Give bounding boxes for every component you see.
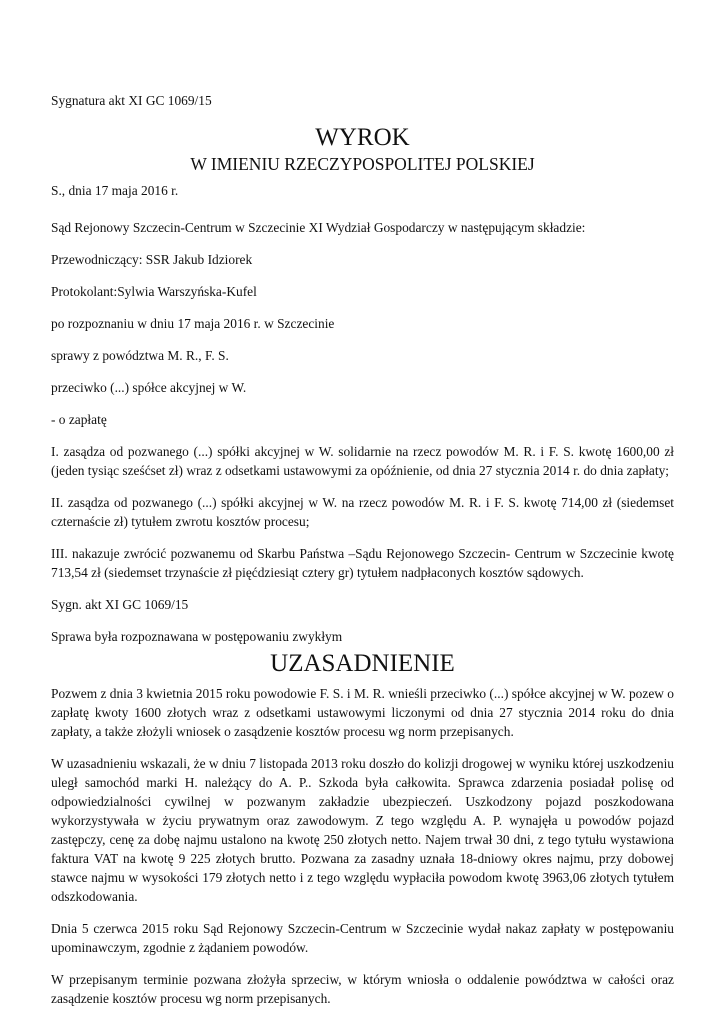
procedure-line: Sprawa była rozpoznawana w postępowaniu zwykłym: [51, 629, 343, 644]
justification-paragraph: Dnia 5 czerwca 2015 roku Sąd Rejonowy Szczecin-Centrum w Szczecinie wydał nakaz zapłaty w postępowaniu upominawczym, zgodnie z żądaniem powodów.: [51, 921, 674, 955]
case-parties: sprawy z powództwa M. R., F. S.: [51, 348, 229, 363]
ruling-2: II. zasądza od pozwanego (...) spółki akcyjnej w W. na rzecz powodów M. R. i F. S. kwotę 714,00 zł (siedemset czternaście zł) tytułem zwrotu kosztów procesu;: [51, 495, 674, 529]
ruling-3: III. nakazuje zwrócić pozwanemu od Skarbu Państwa –Sądu Rejonowego Szczecin- Centrum w Szczecinie kwotę 713,54 zł (siedemset trzynaście zł pięćdziesiąt cztery gr) tytułem nadpłaconych kosztów sądowych.: [51, 546, 674, 580]
date-line: S., dnia 17 maja 2016 r.: [51, 183, 179, 198]
document-subtitle: W IMIENIU RZECZYPOSPOLITEJ POLSKIEJ: [190, 154, 535, 174]
defendant-line: przeciwko (...) spółce akcyjnej w W.: [51, 380, 247, 395]
ruling-1: I. zasądza od pozwanego (...) spółki akcyjnej w W. solidarnie na rzecz powodów M. R. i F. S. kwotę 1600,00 zł (jeden tysiąc sześćset zł) wraz z odsetkami ustawowymi za opóźnienie, od dnia 27 stycznia 2014 r. do dnia zapłaty;: [51, 444, 674, 478]
justification-paragraph: W uzasadnieniu wskazali, że w dniu 7 listopada 2013 roku doszło do kolizji drogowej w wyniku której uszkodzeniu uległ samochód marki H. należący do A. P.. Szkoda była całkowita. Sprawca zdarzenia posiadał polisę od odpowiedzialności cywilnej w pozwanym zakładzie ubezpieczeń. Uszkodzony pojazd poszkodowana wykorzystywała w życiu prywatnym oraz zawodowym. Z tego względu A. P. wynajęła u powodów pojazd zastępczy, cenę za dobę najmu ustalono na kwotę 250 złotych netto. Najem trwał 30 dni, z tego tytułu wystawiona faktura VAT na kwotę 9 225 złotych brutto. Pozwana za zasadny uznała 18-dniowy okres najmu, przy dobowej stawce najmu w wysokości 179 złotych netto i z tego względu wypłaciła powodom kwotę 3963,06 złotych tytułem odszkodowania.: [51, 756, 674, 904]
justification-heading: UZASADNIENIE: [270, 650, 455, 677]
hearing-line: po rozpoznaniu w dniu 17 maja 2016 r. w Szczecinie: [51, 316, 335, 331]
case-subject: - o zapłatę: [51, 412, 107, 427]
court-line: Sąd Rejonowy Szczecin-Centrum w Szczecinie XI Wydział Gospodarczy w następującym składzie:: [51, 220, 586, 235]
case-signature-2: Sygn. akt XI GC 1069/15: [51, 597, 189, 612]
document-title: WYROK: [315, 124, 410, 151]
justification-paragraph: W przepisanym terminie pozwana złożyła sprzeciw, w którym wniosła o oddalenie powództwa w całości oraz zasądzenie kosztów procesu wg norm przepisanych.: [51, 972, 674, 1006]
court-clerk: Protokolant:Sylwia Warszyńska-Kufel: [51, 284, 257, 299]
case-signature: Sygnatura akt XI GC 1069/15: [51, 93, 212, 108]
justification-paragraph: Pozwem z dnia 3 kwietnia 2015 roku powodowie F. S. i M. R. wnieśli przeciwko (...) spółce akcyjnej w W. pozew o zapłatę kwoty 1600 złotych wraz z odsetkami ustawowymi liczonymi od dnia 27 stycznia 2014 roku do dnia zapłaty, a także złożyli wniosek o zasądzenie kosztów procesu wg norm przepisanych.: [51, 686, 674, 739]
presiding-judge: Przewodniczący: SSR Jakub Idziorek: [51, 252, 253, 267]
